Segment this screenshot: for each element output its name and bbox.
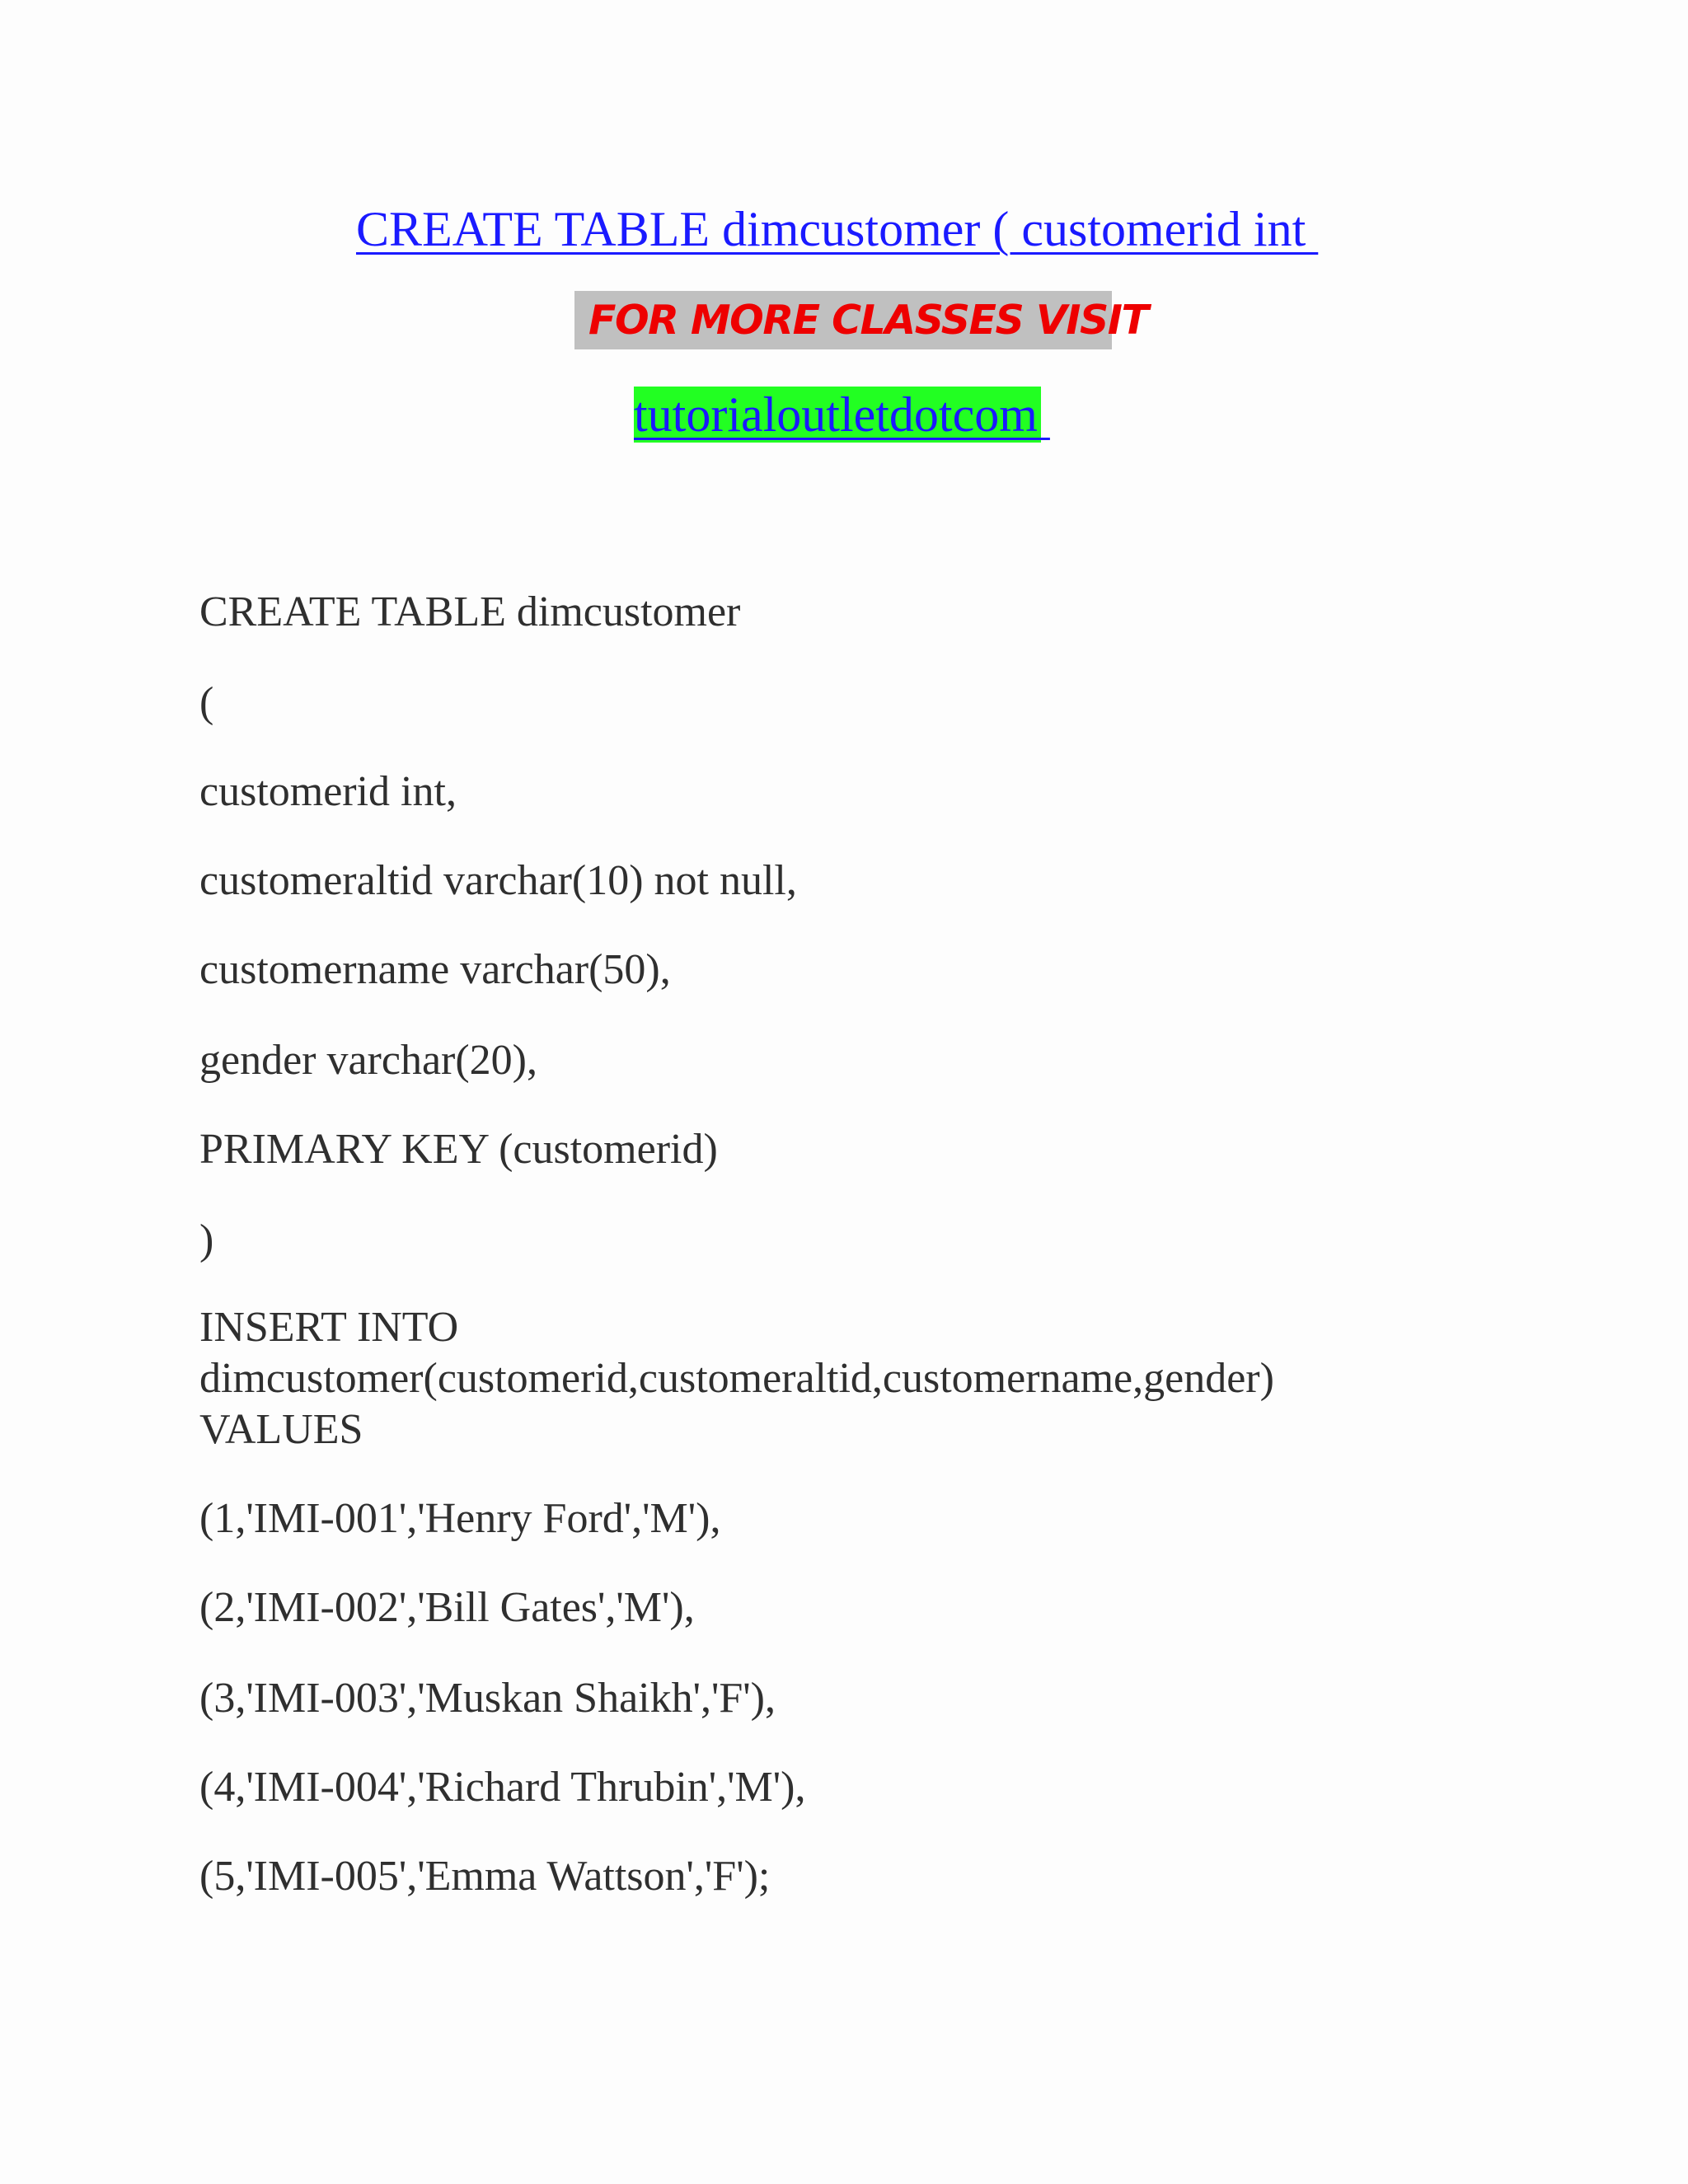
code-line-row-5: (5,'IMI-005','Emma Wattson','F'); [199, 1853, 771, 1900]
code-line-customerid: customerid int, [199, 768, 457, 815]
code-line-row-1: (1,'IMI-001','Henry Ford','M'), [199, 1495, 721, 1542]
code-line-create-table: CREATE TABLE dimcustomer [199, 588, 741, 635]
title-link[interactable]: CREATE TABLE dimcustomer ( customerid int [356, 202, 1319, 256]
code-line-insert-into: INSERT INTO [199, 1304, 459, 1351]
code-line-row-2: (2,'IMI-002','Bill Gates','M'), [199, 1584, 695, 1631]
code-line-values: VALUES [199, 1406, 363, 1453]
code-line-open-paren: ( [199, 679, 214, 726]
code-line-insert-columns: dimcustomer(customerid,customeraltid,customername,gender) [199, 1355, 1274, 1402]
visit-banner-text: FOR MORE CLASSES VISIT [588, 297, 1148, 344]
code-line-customeraltid: customeraltid varchar(10) not null, [199, 857, 797, 904]
code-line-primary-key: PRIMARY KEY (customerid) [199, 1126, 718, 1173]
code-line-customername: customername varchar(50), [199, 946, 671, 993]
code-line-gender: gender varchar(20), [199, 1037, 537, 1084]
site-link[interactable]: tutorialoutletdotcom [634, 387, 1050, 442]
code-line-row-3: (3,'IMI-003','Muskan Shaikh','F'), [199, 1675, 776, 1722]
code-line-row-4: (4,'IMI-004','Richard Thrubin','M'), [199, 1764, 806, 1811]
code-line-close-paren: ) [199, 1216, 214, 1263]
